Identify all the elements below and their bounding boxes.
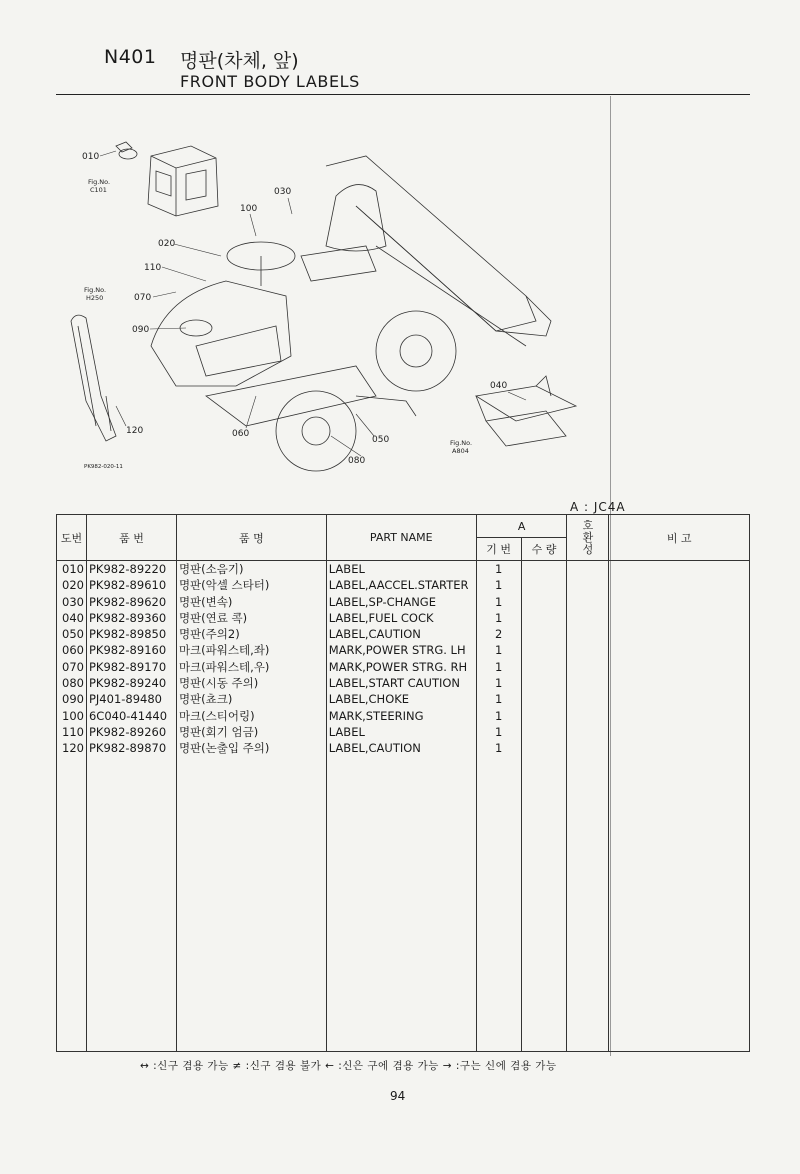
qty-cell <box>521 740 567 756</box>
remarks-cell <box>609 626 750 642</box>
part-number: 6C040-41440 <box>86 708 176 724</box>
interchange-cell <box>567 626 609 642</box>
engine-inset-drawing <box>116 142 218 216</box>
col-header-kibeon: 기 번 <box>476 538 521 561</box>
interchange-cell <box>567 610 609 626</box>
callout-070: 070 <box>134 293 152 303</box>
name-ko: 명판(변속) <box>176 594 326 610</box>
part-name: LABEL <box>326 561 476 578</box>
col-header-qty: 수 량 <box>521 538 567 561</box>
interchange-cell <box>567 708 609 724</box>
qty-cell <box>521 724 567 740</box>
parts-table <box>56 514 750 1052</box>
qty-cell <box>521 626 567 642</box>
part-name: LABEL,AACCEL.STARTER <box>326 577 476 593</box>
ref-no: 120 <box>57 740 87 756</box>
fig-ref-code: C101 <box>90 186 107 194</box>
ref-no: 060 <box>57 642 87 658</box>
ref-no: 010 <box>57 561 87 578</box>
ref-no: 110 <box>57 724 87 740</box>
interchange-cell <box>567 724 609 740</box>
fig-ref-code: A804 <box>452 447 469 455</box>
section-title-english: FRONT BODY LABELS <box>180 72 360 91</box>
part-number: PJ401-89480 <box>86 691 176 707</box>
ref-no: 080 <box>57 675 87 691</box>
qty-cell <box>521 691 567 707</box>
part-name: LABEL <box>326 724 476 740</box>
part-name: LABEL,START CAUTION <box>326 675 476 691</box>
name-ko: 명판(소음기) <box>176 561 326 578</box>
col-header-part-no: 품 번 <box>86 515 176 561</box>
callout-010: 010 <box>82 152 100 162</box>
tractor-drawing <box>151 156 551 471</box>
part-name: LABEL,CHOKE <box>326 691 476 707</box>
interchange-cell <box>567 594 609 610</box>
table-row <box>57 708 750 724</box>
col-header-interchange: 호 환 성 <box>567 515 609 561</box>
quantity: 1 <box>476 724 521 740</box>
qty-cell <box>521 577 567 593</box>
remarks-cell <box>609 691 750 707</box>
table-row <box>57 675 750 691</box>
remarks-cell <box>609 642 750 658</box>
table-row <box>57 626 750 642</box>
name-ko: 명판(연료 콕) <box>176 610 326 626</box>
part-name: MARK,STEERING <box>326 708 476 724</box>
part-number: PK982-89240 <box>86 675 176 691</box>
table-row <box>57 691 750 707</box>
part-name: MARK,POWER STRG. RH <box>326 659 476 675</box>
col-header-remarks: 비 고 <box>609 515 750 561</box>
quantity: 1 <box>476 561 521 578</box>
callout-060: 060 <box>232 429 250 439</box>
remarks-cell <box>609 577 750 593</box>
section-title-korean: 명판(차체, 앞) <box>180 50 299 72</box>
interchange-cell <box>567 740 609 756</box>
part-name: LABEL,SP-CHANGE <box>326 594 476 610</box>
table-row <box>57 740 750 756</box>
callout-040: 040 <box>490 381 508 391</box>
remarks-cell <box>609 610 750 626</box>
qty-cell <box>521 561 567 578</box>
part-number: PK982-89850 <box>86 626 176 642</box>
remarks-cell <box>609 561 750 578</box>
name-ko: 명판(시동 주의) <box>176 675 326 691</box>
table-row <box>57 724 750 740</box>
col-header-group-a: A <box>476 515 567 538</box>
quantity: 1 <box>476 659 521 675</box>
remarks-cell <box>609 675 750 691</box>
quantity: 1 <box>476 642 521 658</box>
callout-020: 020 <box>158 239 176 249</box>
exploded-diagram <box>56 96 610 486</box>
part-number: PK982-89160 <box>86 642 176 658</box>
callout-050: 050 <box>372 435 390 445</box>
callout-080: 080 <box>348 456 366 466</box>
quantity: 1 <box>476 577 521 593</box>
header-rule <box>56 94 750 95</box>
part-number: PK982-89870 <box>86 740 176 756</box>
part-number: PK982-89260 <box>86 724 176 740</box>
quantity: 1 <box>476 594 521 610</box>
name-ko: 명판(주의2) <box>176 626 326 642</box>
fig-ref-label: Fig.No. <box>88 178 111 186</box>
part-number: PK982-89170 <box>86 659 176 675</box>
fig-ref-label: Fig.No. <box>450 439 473 447</box>
ref-no: 040 <box>57 610 87 626</box>
part-number: PK982-89610 <box>86 577 176 593</box>
name-ko: 마크(파워스테,좌) <box>176 642 326 658</box>
callout-090: 090 <box>132 325 150 335</box>
callout-030: 030 <box>274 187 292 197</box>
qty-cell <box>521 594 567 610</box>
fig-ref-code: H250 <box>86 294 104 302</box>
name-ko: 명판(논출입 주의) <box>176 740 326 756</box>
part-name: LABEL,CAUTION <box>326 740 476 756</box>
steering-arm-drawing <box>71 315 116 441</box>
col-header-no: 도번 <box>57 515 87 561</box>
qty-cell <box>521 610 567 626</box>
part-name: MARK,POWER STRG. LH <box>326 642 476 658</box>
quantity: 1 <box>476 740 521 756</box>
part-number: PK982-89620 <box>86 594 176 610</box>
part-number: PK982-89220 <box>86 561 176 578</box>
qty-cell <box>521 675 567 691</box>
name-ko: 명판(회기 엄금) <box>176 724 326 740</box>
qty-cell <box>521 659 567 675</box>
name-ko: 마크(스티어링) <box>176 708 326 724</box>
callout-120: 120 <box>126 426 144 436</box>
interchange-cell <box>567 675 609 691</box>
quantity: 2 <box>476 626 521 642</box>
table-row <box>57 659 750 675</box>
qty-cell <box>521 642 567 658</box>
table-row <box>57 594 750 610</box>
name-ko: 마크(파워스테,우) <box>176 659 326 675</box>
quantity: 1 <box>476 691 521 707</box>
section-code: N401 <box>104 46 157 68</box>
interchange-legend: ↔ :신구 겸용 가능 ≠ :신구 겸용 불가 ← :신은 구에 겸용 가능 → :구는 신에 겸용 가능 <box>140 1060 557 1072</box>
ref-no: 090 <box>57 691 87 707</box>
interchange-cell <box>567 642 609 658</box>
qty-cell <box>521 708 567 724</box>
name-ko: 명판(쵸크) <box>176 691 326 707</box>
callout-100: 100 <box>240 204 258 214</box>
fig-ref-label: Fig.No. <box>84 286 107 294</box>
ref-no: 020 <box>57 577 87 593</box>
interchange-cell <box>567 561 609 578</box>
table-row <box>57 610 750 626</box>
interchange-cell <box>567 691 609 707</box>
ref-no: 050 <box>57 626 87 642</box>
page-number: 94 <box>390 1089 406 1103</box>
ref-no: 030 <box>57 594 87 610</box>
drawing-id: PK982-020-11 <box>84 464 123 470</box>
col-header-name-ko: 품 명 <box>176 515 326 561</box>
col-header-part-name: PART NAME <box>326 515 476 561</box>
table-row <box>57 577 750 593</box>
table-row <box>57 561 750 578</box>
part-name: LABEL,FUEL COCK <box>326 610 476 626</box>
remarks-cell <box>609 724 750 740</box>
interchange-cell <box>567 577 609 593</box>
quantity: 1 <box>476 675 521 691</box>
interchange-cell <box>567 659 609 675</box>
model-label: A : JC4A <box>570 500 626 514</box>
table-blank-space <box>57 757 750 1052</box>
table-row <box>57 642 750 658</box>
remarks-cell <box>609 740 750 756</box>
name-ko: 명판(악셀 스타터) <box>176 577 326 593</box>
ref-no: 100 <box>57 708 87 724</box>
ref-no: 070 <box>57 659 87 675</box>
remarks-cell <box>609 594 750 610</box>
quantity: 1 <box>476 708 521 724</box>
part-number: PK982-89360 <box>86 610 176 626</box>
callout-110: 110 <box>144 263 162 273</box>
remarks-cell <box>609 659 750 675</box>
remarks-cell <box>609 708 750 724</box>
part-name: LABEL,CAUTION <box>326 626 476 642</box>
quantity: 1 <box>476 610 521 626</box>
